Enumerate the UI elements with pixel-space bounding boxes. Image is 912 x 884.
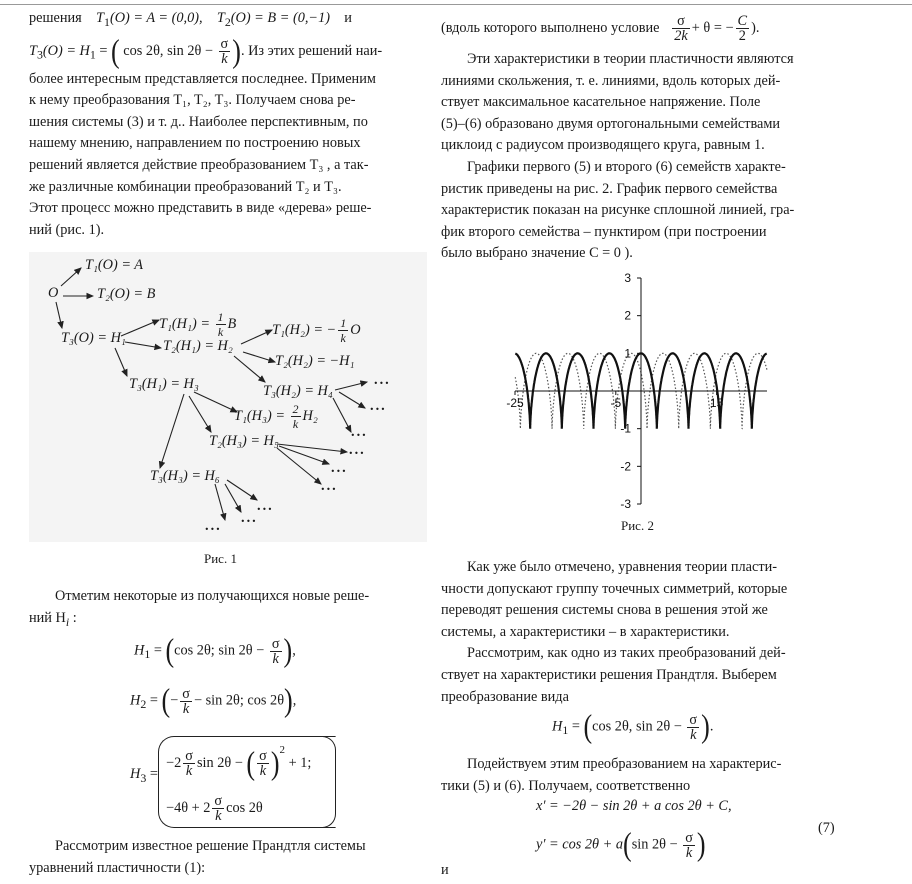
- math-t: T: [29, 43, 37, 60]
- text-span: (вдоль которого выполнено условие: [441, 19, 660, 36]
- left-line-2: $T_3(O) = H_1$ = ( cos 2θ, sin 2θ − $\frac{\sigma}{k}$ ). Из этих решений наи-: [29, 33, 383, 70]
- math-span: sin 2θ −: [196, 755, 243, 771]
- chart-svg: [505, 268, 775, 514]
- right-para-5: [441, 754, 842, 797]
- tree-ellipsis: ...: [374, 372, 391, 388]
- tree-node-text: T₁(H₃) =: [234, 407, 289, 424]
- tree-ellipsis: ...: [321, 478, 338, 494]
- equation-number: (7): [818, 820, 835, 836]
- text-line: шения системы (3) и т. д.. Наиболее перспективным, по: [29, 113, 368, 130]
- left-column: [29, 8, 427, 241]
- equation-h3-label: $H_3$ =: [130, 766, 158, 785]
- text-span: решения: [29, 10, 82, 26]
- tree-node-text: H₂: [302, 407, 318, 424]
- text-line: (5)–(6) образовано двумя ортогональными семействами: [441, 115, 781, 132]
- tree-node: T₁(H₁) = $\frac{1}{k}$ B: [159, 310, 237, 339]
- chart-x-tick-label: -5: [610, 396, 622, 410]
- tree-node-o: O: [48, 285, 59, 301]
- text-line: Рассмотрим, как одно из таких преобразований дей-: [467, 645, 786, 662]
- text-line: ствует на характеристики решения Прандтля. Выберем: [441, 666, 777, 683]
- tree-node: T₃(O) = H₁: [61, 330, 126, 346]
- math-span: (O) = B = (0,−1): [230, 10, 330, 26]
- tree-ellipsis: ...: [205, 518, 222, 534]
- text-line: к нему преобразования T₁, T₂, T₃. Получаем снова ре-: [29, 92, 356, 109]
- text-line: Подействуем этим преобразованием на характерис-: [467, 756, 782, 772]
- tree-ellipsis: ...: [351, 424, 368, 440]
- math-span: y′ = cos 2θ + a: [536, 836, 624, 853]
- text-line: Как уже было отмечено, уравнения теории пласти-: [467, 559, 777, 575]
- math-span: sin 2θ −: [631, 836, 678, 853]
- math-span: (O) = A = (0,0),: [109, 10, 203, 26]
- figure-1-tree: [29, 252, 427, 542]
- text-line: фик второго семейства – пунктиром (при построении: [441, 223, 767, 240]
- text-line: переводят решения системы снова в решения этой же: [441, 602, 768, 619]
- tree-node-text: T₁(H₂) = −: [272, 321, 337, 338]
- chart-y-tick-label: -1: [620, 421, 631, 436]
- equation-7a: x′ = −2θ − sin 2θ + a cos 2θ + C,: [536, 798, 732, 814]
- equation-h3-row2: −4θ + 2 $\frac{\sigma}{k}$ cos 2θ: [166, 793, 263, 824]
- top-rule: [0, 4, 912, 5]
- text-line: чности допускают группу точечных симметрий, которые: [441, 580, 788, 597]
- math-span: cos 2θ, sin 2θ −: [592, 718, 682, 735]
- math-span: −2: [166, 755, 182, 771]
- text-line: системы, а характеристики – в характеристики.: [441, 623, 730, 640]
- tree-node: T₂(H₁) = H₂: [163, 338, 233, 354]
- text-span: ).: [751, 19, 760, 36]
- right-line-1: (вдоль которого выполнено условие $\frac{\sigma}{2k}$ + θ = − $\frac{C}{2}$ ).: [441, 13, 760, 44]
- chart-y-tick-label: -3: [620, 497, 631, 511]
- tree-ellipsis: ...: [349, 442, 366, 458]
- chart-y-tick-label: 3: [624, 271, 631, 285]
- text-line: Графики первого (5) и второго (6) семейств характе-: [467, 158, 786, 175]
- chart-x-tick-label: 15: [709, 396, 724, 410]
- tree-node: T₃(H₁) = H₃: [129, 376, 199, 392]
- text-line: было выбрано значение C = 0 ).: [441, 245, 633, 262]
- math-span: −4θ + 2: [166, 799, 211, 816]
- tree-ellipsis: ...: [331, 460, 348, 476]
- text-line: ристик приведены на рис. 2. График первого семейства: [441, 180, 778, 197]
- math-span: cos 2θ, sin 2θ −: [123, 43, 213, 60]
- tree-node: T₂(H₃) = H₅: [209, 433, 279, 449]
- tree-node: T₁(H₃) = $\frac{2}{k}$ H₂: [234, 402, 318, 431]
- text-line: Отметим некоторые из получающихся новые реше-: [55, 588, 370, 604]
- math-h: H: [130, 766, 141, 782]
- left-para-1: [29, 69, 427, 242]
- tree-node-text: T₁(H₁) =: [159, 315, 214, 332]
- figure-2-caption: Рис. 2: [621, 518, 654, 533]
- math-span: (O) = H: [42, 43, 90, 60]
- tree-node: T₃(H₂) = H₄: [263, 383, 333, 399]
- tree-ellipsis: ...: [241, 510, 258, 526]
- tree-ellipsis: ...: [257, 498, 274, 514]
- text-span: . Из этих решений наи-: [240, 43, 383, 60]
- math-span: + 1;: [288, 755, 312, 771]
- chart-y-tick-label: 1: [624, 346, 631, 361]
- tree-node: T₁(O) = A: [85, 257, 144, 273]
- math-h: H: [552, 718, 563, 735]
- tree-node: T₁(H₂) = − $\frac{1}{k}$ O: [272, 316, 361, 345]
- text-line: циклоид с радиусом производящего круга, равным 1.: [441, 137, 765, 154]
- right-para-3: [441, 557, 842, 708]
- text-line: характеристик показан на рисунке сплошной линией, гра-: [441, 202, 795, 219]
- math-span: −: [170, 692, 179, 709]
- chart-y-tick-label: 2: [624, 308, 631, 323]
- fraction: $\frac{\sigma}{k}$: [220, 36, 229, 68]
- text-line: нашему мнению, направлением по построению новых: [29, 135, 361, 152]
- tree-arrows: [29, 252, 427, 542]
- text-line: решений является действие преобразованием T₃ , а так-: [29, 157, 369, 174]
- right-column: [441, 8, 842, 265]
- text-line: Рассмотрим известное решение Прандтля системы: [55, 838, 366, 854]
- equation-h3-row1: −2 $\frac{\sigma}{k}$ sin 2θ − ( $\frac{\sigma}{k}$ )$^2$ + 1;: [166, 744, 312, 782]
- left-line-1: решения $T_1(O) = A = (0,0)$, $T_2(O) = B = (0,-1)$ и: [29, 10, 352, 29]
- text-line: тики (5) и (6). Получаем, соответственно: [441, 777, 691, 794]
- text-line: ствует максимальное касательное напряжение. Поле: [441, 94, 761, 111]
- text-line: Эти характеристики в теории пластичности являются: [467, 51, 794, 67]
- text-line: ний (рис. 1).: [29, 221, 105, 238]
- tree-node: T₂(H₂) = −H₁: [275, 353, 355, 369]
- equation-h2: $H_2$ = (− $\frac{\sigma}{k}$ − sin 2θ; cos 2θ),: [130, 682, 297, 719]
- text-line: же различные комбинации преобразований T₂ и T₃.: [29, 178, 342, 195]
- equation-7b: y′ = cos 2θ + a(sin 2θ − $\frac{\sigma}{k}$ ): [536, 826, 706, 863]
- math-span: =: [95, 43, 112, 60]
- text-line: преобразование вида: [441, 688, 569, 705]
- math-t: T: [96, 10, 104, 26]
- text-line: Этот процесс можно представить в виде «дерева» реше-: [29, 200, 372, 217]
- math-span: cos 2θ; sin 2θ −: [174, 642, 265, 659]
- text-span: и: [344, 10, 352, 26]
- math-span: cos 2θ: [226, 799, 263, 816]
- math-h: H: [130, 692, 141, 709]
- math-sub: i: [65, 614, 70, 629]
- math-t: T: [216, 10, 225, 26]
- math-h: H: [134, 642, 145, 659]
- chart-y-tick-label: -2: [620, 459, 631, 474]
- tree-node: T₂(O) = B: [97, 286, 156, 302]
- text-line: линиями скольжения, т. е. линиями, вдоль которых дей-: [441, 72, 781, 89]
- tree-node-text: O: [350, 321, 361, 338]
- figure-1-caption: Рис. 1: [204, 551, 237, 566]
- math-span: − sin 2θ; cos 2θ: [193, 692, 285, 709]
- tree-node: T₃(H₃) = H₆: [150, 468, 220, 484]
- text-span: :: [69, 609, 77, 626]
- text-line: ний H: [29, 609, 66, 626]
- math-span: + θ = −: [691, 19, 734, 36]
- left-para-3: [29, 836, 427, 879]
- chart-x-tick-label: -25: [506, 396, 524, 410]
- figure-2-chart: [505, 268, 775, 514]
- text-line: более интересным представляется последнее. Применим: [29, 70, 376, 87]
- h3-bracket-right: [322, 736, 336, 828]
- equation-h1: $H_1 = (\cos$ 2θ; sin 2θ − $\frac{\sigma}{k}$ ),: [134, 632, 296, 669]
- text-and: и: [441, 862, 449, 878]
- tree-node-text: B: [227, 315, 237, 332]
- equation-right-h1: $H_1 = (\cos$ 2θ, sin 2θ − $\frac{\sigma}{k}$ ).: [552, 708, 714, 745]
- left-para-2: [29, 586, 427, 633]
- tree-ellipsis: ...: [370, 398, 387, 414]
- text-line: уравнений пластичности (1):: [29, 859, 206, 876]
